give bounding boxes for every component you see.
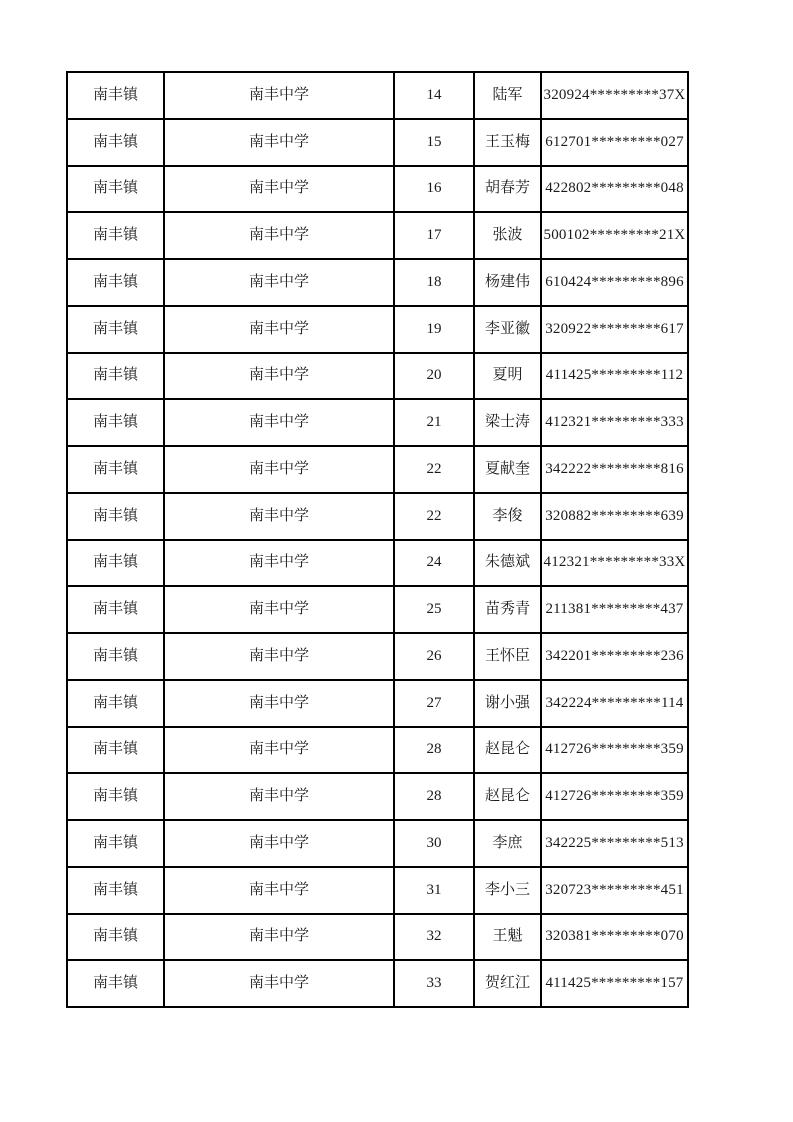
cell-school: 南丰中学 — [164, 166, 394, 213]
cell-school: 南丰中学 — [164, 399, 394, 446]
cell-id: 342201*********236 — [541, 633, 688, 680]
table-row — [67, 867, 688, 914]
cell-id: 342222*********816 — [541, 446, 688, 493]
cell-school: 南丰中学 — [164, 586, 394, 633]
table-row — [67, 72, 688, 119]
cell-no: 24 — [394, 540, 474, 587]
cell-town: 南丰镇 — [67, 119, 164, 166]
cell-town: 南丰镇 — [67, 820, 164, 867]
cell-school: 南丰中学 — [164, 119, 394, 166]
cell-town: 南丰镇 — [67, 540, 164, 587]
cell-school: 南丰中学 — [164, 72, 394, 119]
cell-id: 320723*********451 — [541, 867, 688, 914]
cell-no: 22 — [394, 493, 474, 540]
table-row — [67, 119, 688, 166]
roster-table-body — [67, 72, 688, 1007]
cell-school: 南丰中学 — [164, 633, 394, 680]
table-row — [67, 353, 688, 400]
cell-no: 30 — [394, 820, 474, 867]
cell-name: 李庶 — [474, 820, 541, 867]
cell-town: 南丰镇 — [67, 960, 164, 1007]
cell-id: 342224*********114 — [541, 680, 688, 727]
cell-no: 20 — [394, 353, 474, 400]
table-row — [67, 259, 688, 306]
cell-school: 南丰中学 — [164, 727, 394, 774]
cell-school: 南丰中学 — [164, 820, 394, 867]
cell-school: 南丰中学 — [164, 259, 394, 306]
cell-id: 412321*********33X — [541, 540, 688, 587]
cell-no: 31 — [394, 867, 474, 914]
table-row — [67, 680, 688, 727]
cell-name: 张波 — [474, 212, 541, 259]
cell-id: 342225*********513 — [541, 820, 688, 867]
cell-town: 南丰镇 — [67, 493, 164, 540]
cell-name: 胡春芳 — [474, 166, 541, 213]
cell-no: 28 — [394, 727, 474, 774]
cell-school: 南丰中学 — [164, 212, 394, 259]
cell-no: 22 — [394, 446, 474, 493]
cell-id: 412321*********333 — [541, 399, 688, 446]
cell-id: 411425*********157 — [541, 960, 688, 1007]
cell-no: 21 — [394, 399, 474, 446]
cell-id: 411425*********112 — [541, 353, 688, 400]
cell-town: 南丰镇 — [67, 72, 164, 119]
cell-school: 南丰中学 — [164, 773, 394, 820]
cell-town: 南丰镇 — [67, 680, 164, 727]
cell-id: 612701*********027 — [541, 119, 688, 166]
cell-school: 南丰中学 — [164, 493, 394, 540]
cell-no: 33 — [394, 960, 474, 1007]
cell-name: 赵昆仑 — [474, 727, 541, 774]
cell-no: 19 — [394, 306, 474, 353]
table-row — [67, 212, 688, 259]
cell-no: 27 — [394, 680, 474, 727]
cell-no: 18 — [394, 259, 474, 306]
cell-id: 320922*********617 — [541, 306, 688, 353]
cell-school: 南丰中学 — [164, 680, 394, 727]
cell-town: 南丰镇 — [67, 446, 164, 493]
table-row — [67, 773, 688, 820]
cell-no: 16 — [394, 166, 474, 213]
cell-name: 王玉梅 — [474, 119, 541, 166]
table-row — [67, 914, 688, 961]
cell-name: 杨建伟 — [474, 259, 541, 306]
cell-no: 17 — [394, 212, 474, 259]
cell-name: 梁士涛 — [474, 399, 541, 446]
cell-school: 南丰中学 — [164, 914, 394, 961]
cell-no: 32 — [394, 914, 474, 961]
table-row — [67, 399, 688, 446]
cell-town: 南丰镇 — [67, 727, 164, 774]
cell-id: 320924*********37X — [541, 72, 688, 119]
cell-town: 南丰镇 — [67, 212, 164, 259]
cell-name: 贺红江 — [474, 960, 541, 1007]
cell-id: 610424*********896 — [541, 259, 688, 306]
cell-name: 李小三 — [474, 867, 541, 914]
table-row — [67, 166, 688, 213]
cell-name: 朱德斌 — [474, 540, 541, 587]
table-row — [67, 306, 688, 353]
cell-no: 14 — [394, 72, 474, 119]
table-row — [67, 493, 688, 540]
cell-id: 320882*********639 — [541, 493, 688, 540]
cell-id: 412726*********359 — [541, 727, 688, 774]
cell-name: 夏明 — [474, 353, 541, 400]
table-row — [67, 727, 688, 774]
cell-town: 南丰镇 — [67, 353, 164, 400]
cell-town: 南丰镇 — [67, 306, 164, 353]
cell-name: 苗秀青 — [474, 586, 541, 633]
cell-town: 南丰镇 — [67, 914, 164, 961]
cell-town: 南丰镇 — [67, 259, 164, 306]
cell-town: 南丰镇 — [67, 867, 164, 914]
cell-name: 李俊 — [474, 493, 541, 540]
cell-id: 422802*********048 — [541, 166, 688, 213]
roster-table — [66, 71, 689, 1008]
table-row — [67, 446, 688, 493]
table-row — [67, 586, 688, 633]
cell-no: 15 — [394, 119, 474, 166]
cell-town: 南丰镇 — [67, 633, 164, 680]
cell-school: 南丰中学 — [164, 353, 394, 400]
cell-town: 南丰镇 — [67, 399, 164, 446]
cell-name: 陆军 — [474, 72, 541, 119]
cell-town: 南丰镇 — [67, 166, 164, 213]
cell-name: 王怀臣 — [474, 633, 541, 680]
cell-id: 211381*********437 — [541, 586, 688, 633]
table-row — [67, 633, 688, 680]
cell-no: 26 — [394, 633, 474, 680]
cell-town: 南丰镇 — [67, 586, 164, 633]
cell-school: 南丰中学 — [164, 446, 394, 493]
cell-name: 王魁 — [474, 914, 541, 961]
cell-id: 320381*********070 — [541, 914, 688, 961]
cell-school: 南丰中学 — [164, 867, 394, 914]
cell-id: 412726*********359 — [541, 773, 688, 820]
cell-school: 南丰中学 — [164, 540, 394, 587]
table-row — [67, 540, 688, 587]
table-row — [67, 960, 688, 1007]
cell-name: 谢小强 — [474, 680, 541, 727]
cell-town: 南丰镇 — [67, 773, 164, 820]
cell-name: 李亚徽 — [474, 306, 541, 353]
cell-name: 夏献奎 — [474, 446, 541, 493]
cell-school: 南丰中学 — [164, 960, 394, 1007]
cell-id: 500102*********21X — [541, 212, 688, 259]
table-row — [67, 820, 688, 867]
cell-name: 赵昆仑 — [474, 773, 541, 820]
cell-school: 南丰中学 — [164, 306, 394, 353]
cell-no: 28 — [394, 773, 474, 820]
cell-no: 25 — [394, 586, 474, 633]
